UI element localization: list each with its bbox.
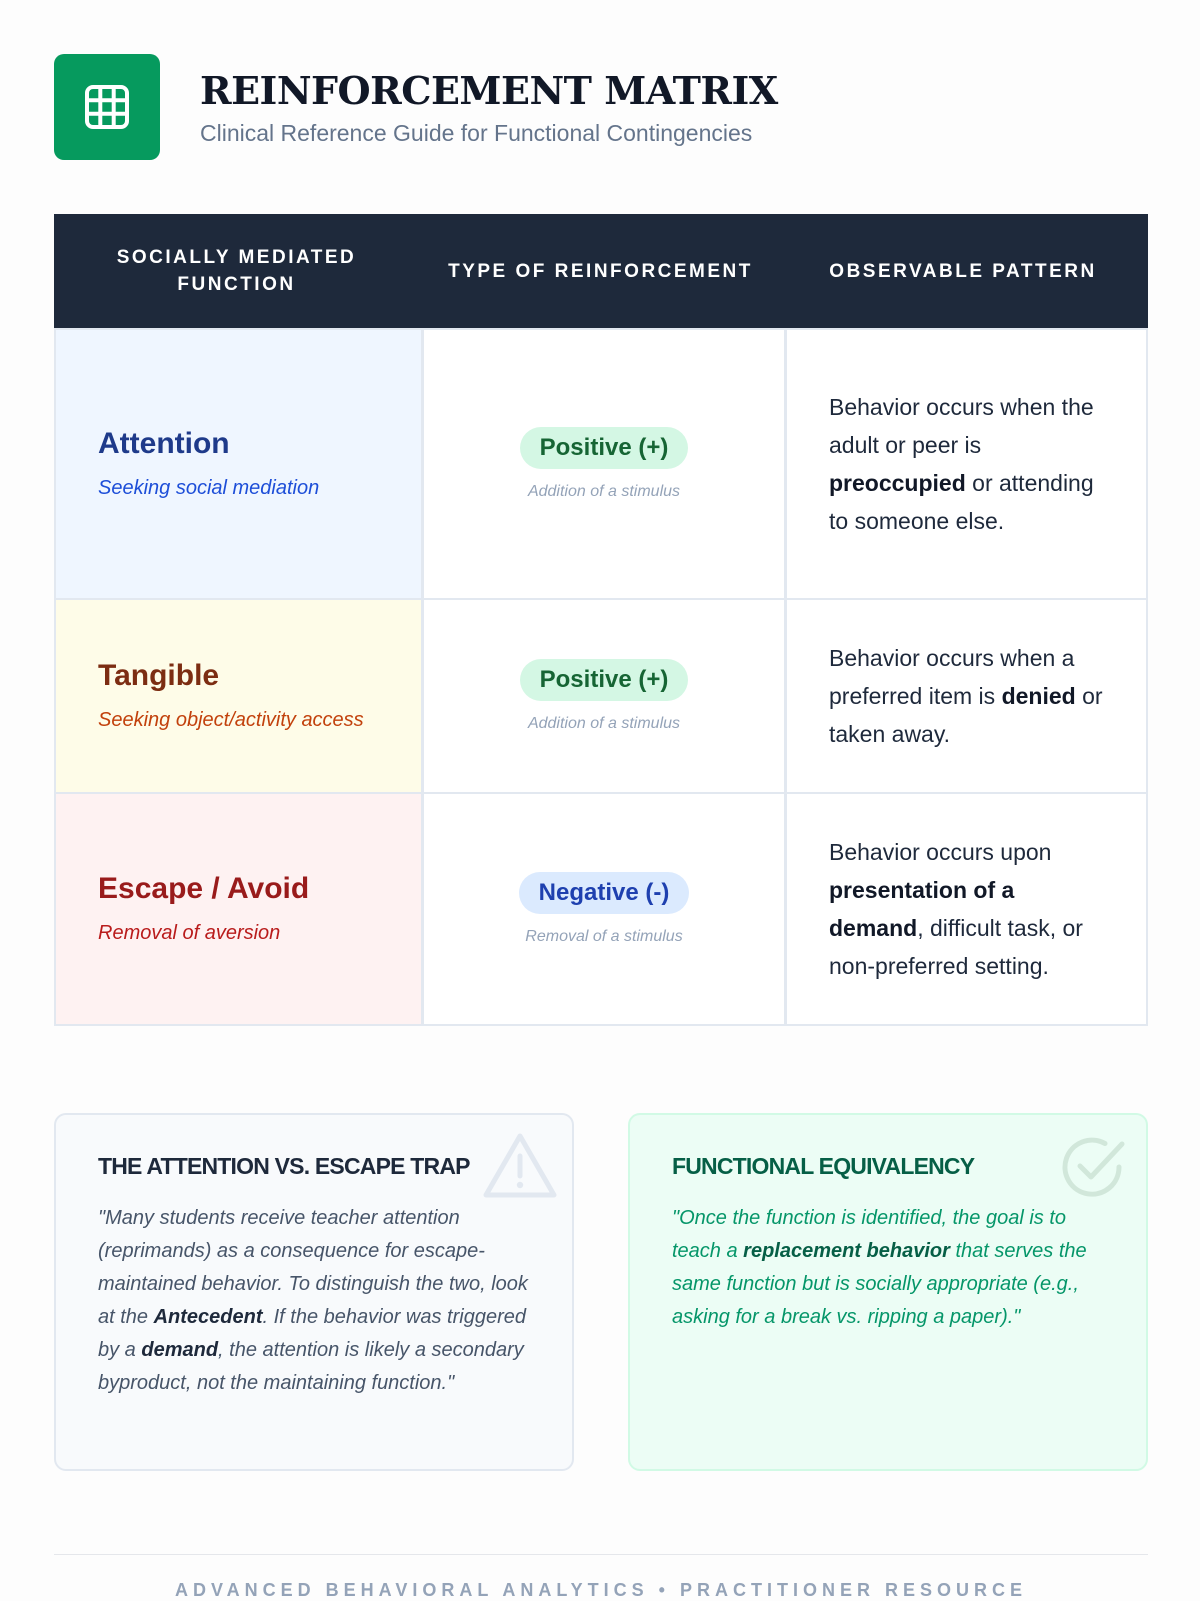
pattern-cell bbox=[784, 600, 1146, 792]
reinforcement-type-badge: Positive (+) bbox=[520, 427, 689, 469]
page-title: REINFORCEMENT MATRIX bbox=[200, 68, 778, 113]
card-body: "Once the function is identified, the goal is to teach a replacement behavior that serves the same function but is socially appropriate (e.g., asking for a break vs. ripping a paper)." bbox=[672, 1207, 1087, 1328]
logo bbox=[54, 54, 160, 160]
reinforcement-type-note: Addition of a stimulus bbox=[527, 715, 681, 732]
footer-divider bbox=[54, 1554, 1148, 1555]
column-header-pattern: OBSERVABLE PATTERN bbox=[829, 260, 1097, 282]
function-cell bbox=[56, 600, 421, 792]
page-subtitle: Clinical Reference Guide for Functional Contingencies bbox=[200, 120, 753, 146]
table-row-escape-avoid bbox=[56, 792, 1146, 1024]
reinforcement-type-note: Addition of a stimulus bbox=[527, 483, 681, 500]
column-header-function: SOCIALLY MEDIATED FUNCTION bbox=[116, 247, 357, 295]
reinforcement-matrix-table bbox=[54, 214, 1148, 1026]
card-emphasis: demand bbox=[141, 1339, 219, 1361]
reinforcement-type-badge: Negative (-) bbox=[519, 872, 690, 914]
reinforcement-type-note: Removal of a stimulus bbox=[525, 928, 683, 945]
pattern-emphasis: presentation of a demand bbox=[829, 877, 1015, 941]
function-description: Seeking object/activity access bbox=[98, 708, 364, 731]
pattern-text: Behavior occurs upon presentation of a demand, difficult task, or non-preferred setting. bbox=[829, 839, 1083, 979]
column-header-type: TYPE OF REINFORCEMENT bbox=[448, 260, 753, 282]
reinforcement-type-cell bbox=[421, 600, 784, 792]
attention-escape-trap-card bbox=[54, 1113, 574, 1471]
footer-text: ADVANCED BEHAVIORAL ANALYTICS • PRACTITIONER RESOURCE bbox=[174, 1580, 1027, 1600]
pattern-cell bbox=[784, 330, 1146, 598]
pattern-text: Behavior occurs when the adult or peer is preoccupied or attending to someone else. bbox=[829, 394, 1094, 534]
function-description: Seeking social mediation bbox=[98, 476, 320, 499]
reinforcement-type-cell bbox=[421, 330, 784, 598]
page-header bbox=[54, 54, 1148, 160]
card-emphasis: replacement behavior bbox=[743, 1240, 950, 1262]
card-title: THE ATTENTION VS. ESCAPE TRAP bbox=[98, 1153, 470, 1179]
table-row-attention bbox=[56, 328, 1146, 598]
function-cell bbox=[56, 330, 421, 598]
reinforcement-type-badge: Positive (+) bbox=[520, 659, 689, 701]
functional-equivalency-card bbox=[628, 1113, 1148, 1471]
pattern-emphasis: denied bbox=[1001, 683, 1076, 709]
function-cell bbox=[56, 794, 421, 1024]
grid-table-icon bbox=[84, 84, 130, 130]
function-name: Tangible bbox=[98, 658, 220, 692]
function-name: Escape / Avoid bbox=[98, 871, 310, 905]
card-body: "Many students receive teacher attention (reprimands) as a consequence for escape-maintained behavior. To distinguish the two, look at the Antecedent. If the behavior was triggered by a demand, the attention is likely a secondary byproduct, not the maintaining function." bbox=[98, 1207, 528, 1394]
function-description: Removal of aversion bbox=[98, 921, 281, 944]
pattern-cell bbox=[784, 794, 1146, 1024]
pattern-emphasis: preoccupied bbox=[829, 470, 966, 496]
table-row-tangible bbox=[56, 598, 1146, 792]
reinforcement-type-cell bbox=[421, 794, 784, 1024]
card-title: FUNCTIONAL EQUIVALENCY bbox=[672, 1153, 975, 1179]
table-header bbox=[54, 214, 1148, 328]
pattern-text: Behavior occurs when a preferred item is denied or taken away. bbox=[829, 645, 1103, 747]
card-emphasis: Antecedent bbox=[153, 1306, 263, 1328]
function-name: Attention bbox=[98, 426, 230, 460]
